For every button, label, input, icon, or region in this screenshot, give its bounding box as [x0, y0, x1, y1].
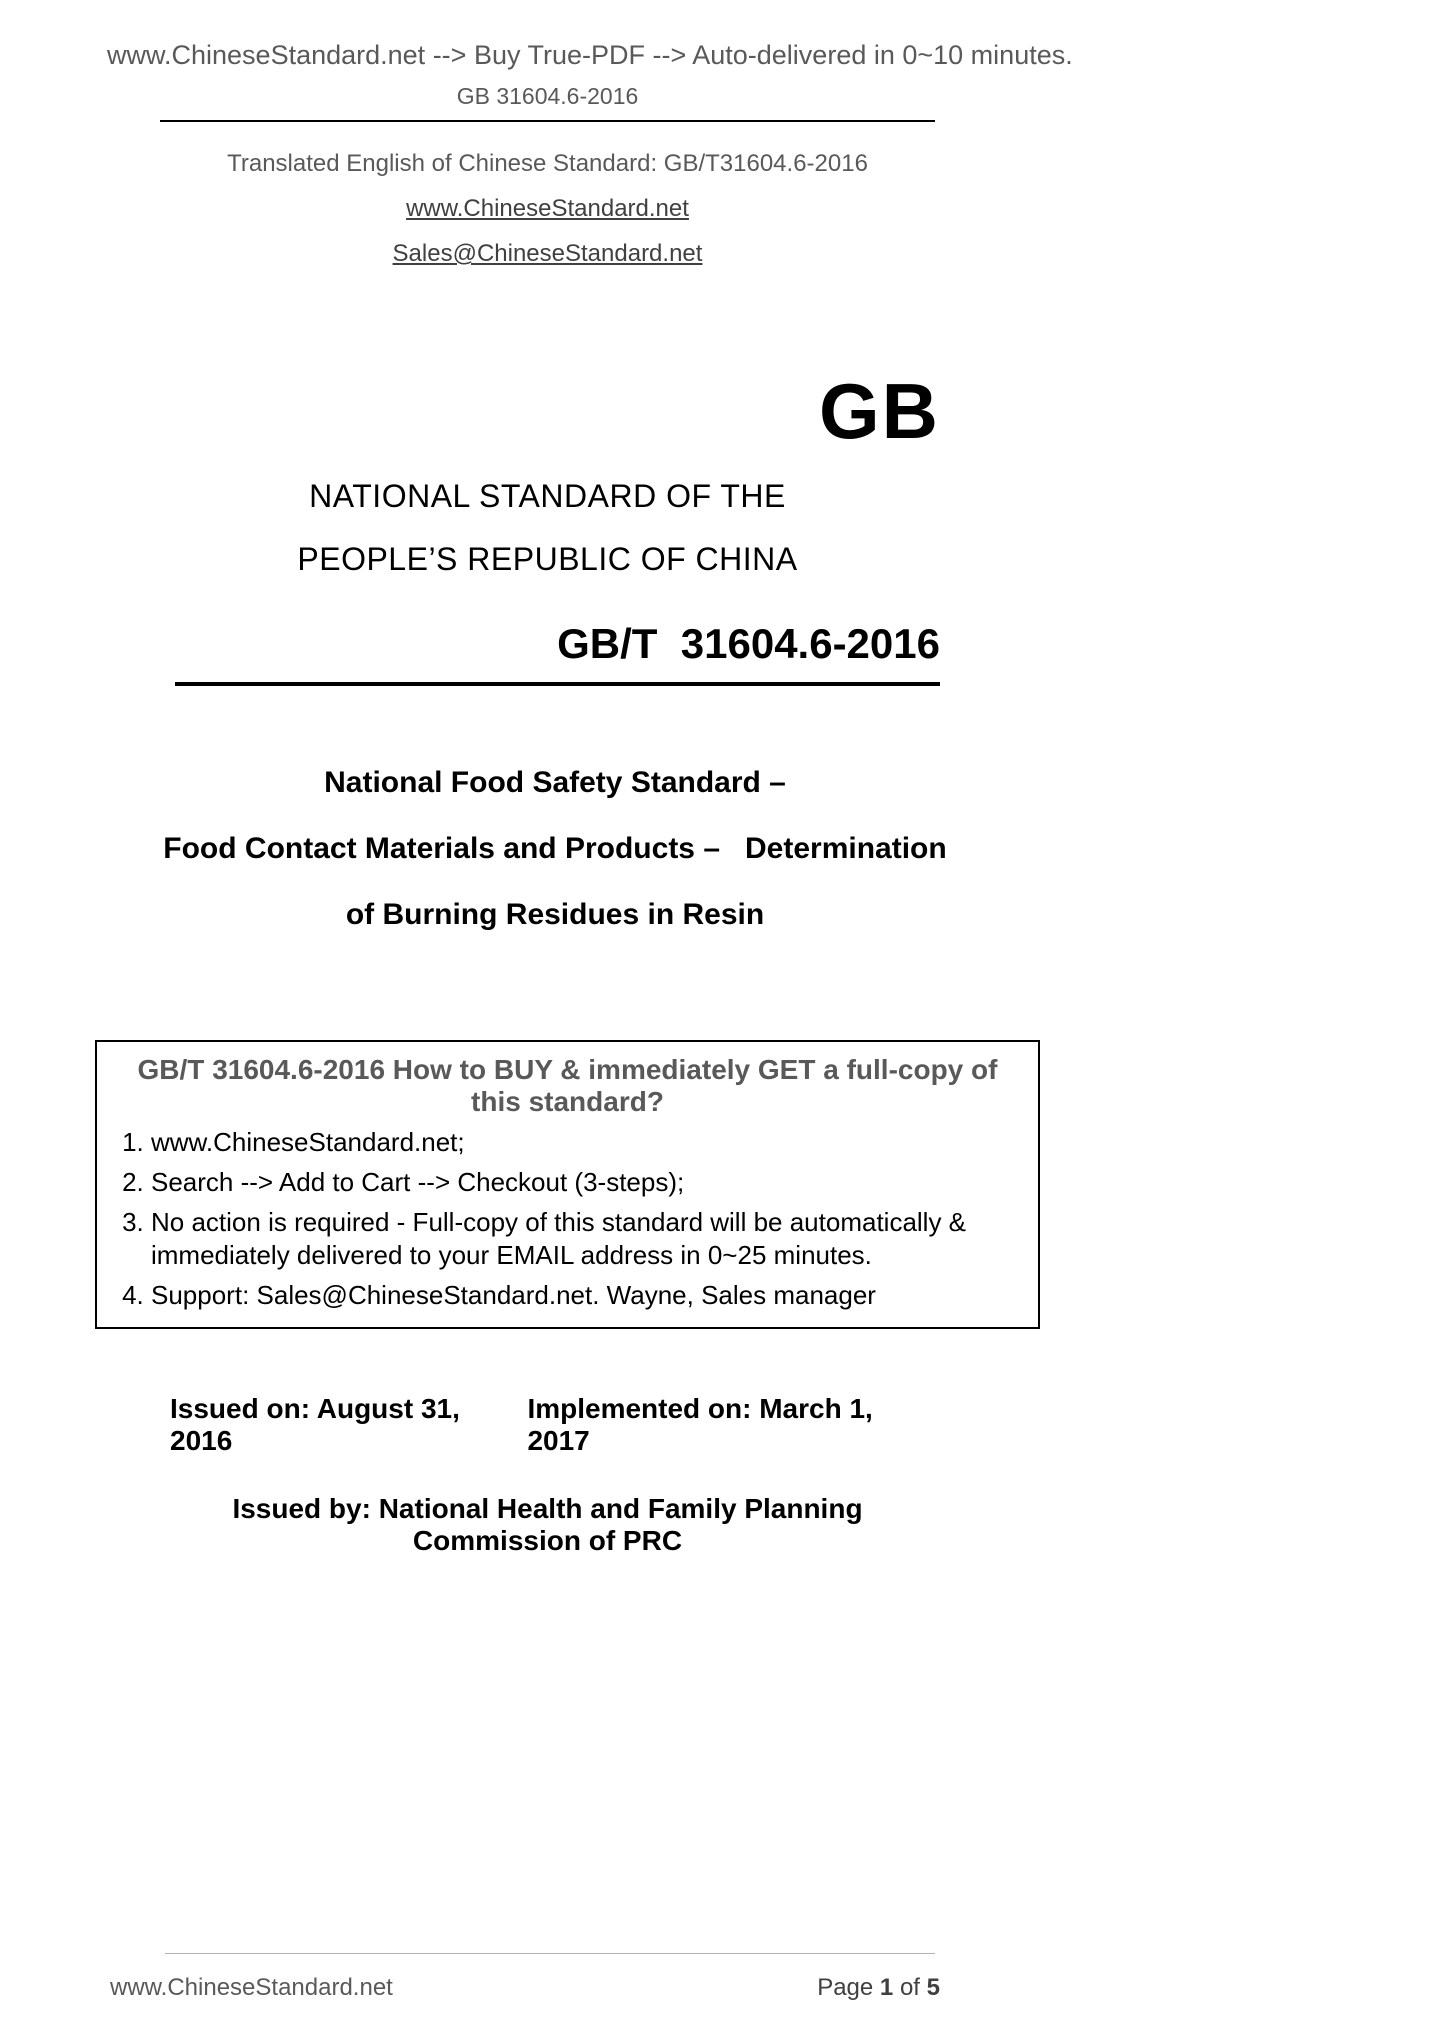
- buy-box-list: [115, 1126, 1020, 1313]
- email-link-line: [160, 240, 935, 268]
- standard-title-line1: National Food Safety Standard –: [324, 766, 786, 799]
- horizontal-rule: [175, 682, 940, 686]
- buy-box-item: 2. Search --> Add to Cart --> Checkout (3-steps);: [151, 1166, 1020, 1200]
- implemented-date: Implemented on: March 1, 2017: [527, 1392, 873, 1456]
- page-footer: [110, 1953, 940, 2002]
- buy-instructions-box: [95, 1040, 1040, 1329]
- site-link[interactable]: www.ChineseStandard.net: [406, 195, 689, 222]
- national-standard-line1: NATIONAL STANDARD OF THE: [309, 478, 786, 514]
- buy-box-item: 1. www.ChineseStandard.net;: [151, 1126, 1020, 1160]
- buy-box-heading: GB/T 31604.6-2016 How to BUY & immediately GET a full-copy of this standard?: [137, 1054, 998, 1117]
- standard-title-line2: Food Contact Materials and Products – Determination: [163, 832, 947, 865]
- page-indicator-middle: of: [893, 1974, 927, 2001]
- page-indicator-prefix: Page: [817, 1974, 880, 2001]
- issued-date: Issued on: August 31, 2016: [170, 1392, 460, 1456]
- gb-logo: GB: [819, 367, 940, 455]
- standard-title-line3: of Burning Residues in Resin: [345, 898, 765, 931]
- page-total: 5: [926, 1974, 940, 2001]
- national-standard-line2: PEOPLE’S REPUBLIC OF CHINA: [297, 541, 798, 577]
- footer-site-link[interactable]: www.ChineseStandard.net: [110, 1974, 393, 2001]
- translated-standard-line: Translated English of Chinese Standard: GB/T31604.6-2016: [227, 150, 868, 177]
- footer-row: [110, 1974, 940, 2002]
- issuer-line: Issued by: National Health and Family Planning Commission of PRC: [232, 1492, 863, 1556]
- site-link-line: [160, 195, 935, 223]
- dates-row: [170, 1393, 940, 1457]
- header-tagline: www.ChineseStandard.net --> Buy True-PDF --> Auto-delivered in 0~10 minutes.: [107, 40, 1073, 70]
- footer-rule: [165, 1953, 935, 1954]
- buy-box-item: 4. Support: Sales@ChineseStandard.net. Wayne, Sales manager: [151, 1279, 1020, 1313]
- doc-code-heading: GB 31604.6-2016: [160, 83, 935, 122]
- page-indicator: [817, 1974, 940, 2002]
- email-link[interactable]: Sales@ChineseStandard.net: [392, 240, 703, 267]
- standard-code: GB/T 31604.6-2016: [557, 620, 940, 667]
- buy-box-item: 3. No action is required - Full-copy of this standard will be automatically & immediately delivered to your EMAIL address in 0~25 minutes.: [151, 1206, 1020, 1274]
- page-number: 1: [879, 1974, 894, 2001]
